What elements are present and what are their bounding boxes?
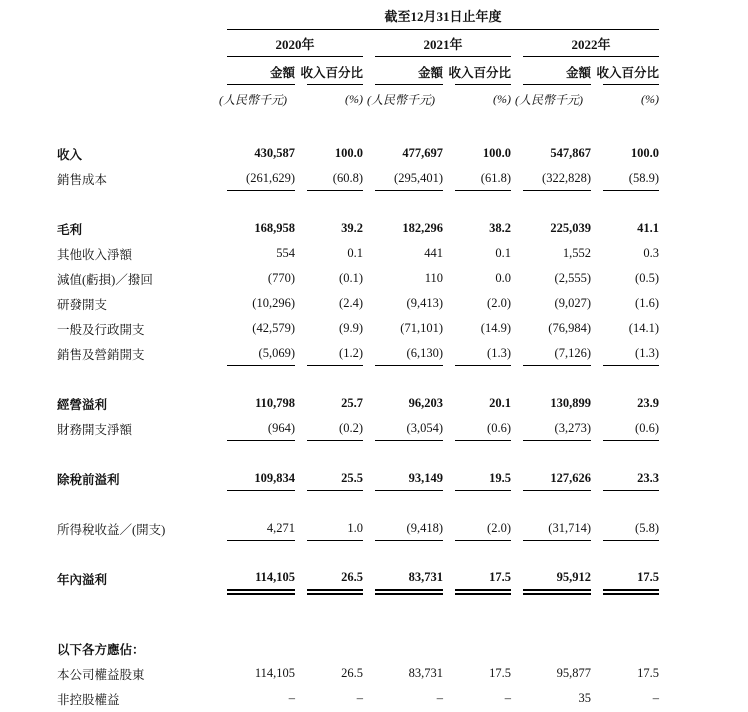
row-label: 一般及行政開支 [57,322,145,337]
unit-amount-2021: (人民幣千元) [367,92,435,107]
table-row [40,216,748,241]
year-header-row [40,30,748,57]
cell-pct: (5.8) [603,516,659,541]
col-header-amount-2020: 金額 [227,57,295,85]
col-header-pct-2020: 收入百分比 [307,57,363,85]
cell-pct: 100.0 [482,146,511,160]
cell-pct: 1.0 [307,516,363,541]
cell-pct: (14.9) [480,321,511,335]
cell-pct: (0.1) [339,271,363,285]
col-header-pct-2022: 收入百分比 [603,57,659,85]
unit-amount-2020: (人民幣千元) [219,92,287,107]
header-spacer [40,30,215,57]
table-row [40,316,748,341]
col-header-amount-2022: 金額 [523,57,591,85]
cell-amount: 110,798 [255,396,295,410]
col-header-pct-2021: 收入百分比 [455,57,511,85]
cell-pct: 100.0 [334,146,363,160]
cell-amount: 182,296 [402,221,443,235]
header-spacer [40,85,215,113]
table-row [40,466,748,491]
cell-amount: 477,697 [402,146,443,160]
row-label: 銷售及營銷開支 [57,347,145,362]
cell-pct: (61.8) [455,166,511,191]
cell-pct: – [356,691,363,705]
cell-amount: 225,039 [550,221,591,235]
cell-pct: 0.1 [495,246,511,260]
cell-pct: (9.9) [339,321,363,335]
table-row [40,636,748,661]
cell-amount: 554 [276,246,295,260]
cell-amount: 114,105 [227,566,295,591]
cell-amount [523,636,591,661]
cell-pct: 25.7 [341,396,363,410]
year-header-2022: 2022年 [523,30,659,57]
cell-amount: 4,271 [227,516,295,541]
unit-pct-2020: (%) [345,91,363,106]
table-row [40,661,748,686]
unit-pct-2022: (%) [641,91,659,106]
cell-amount: (31,714) [523,516,591,541]
table-row [40,291,748,316]
cell-amount: (9,413) [406,296,443,310]
unit-amount-2022: (人民幣千元) [515,92,583,107]
cell-pct: (0.6) [603,416,659,441]
row-label: 財務開支淨額 [57,422,133,437]
cell-pct: (0.5) [635,271,659,285]
year-header-2021: 2021年 [375,30,511,57]
row-label: 所得稅收益／(開支) [57,522,166,537]
cell-amount: (42,579) [252,321,295,335]
cell-amount: 430,587 [254,146,295,160]
cell-amount: – [288,691,295,705]
cell-amount: (3,054) [375,416,443,441]
cell-amount: (770) [267,271,295,285]
cell-pct: 23.3 [603,466,659,491]
cell-pct: 100.0 [630,146,659,160]
col-header-amount-2021: 金額 [375,57,443,85]
cell-amount: 95,877 [556,666,591,680]
table-row [40,686,748,711]
cell-pct: (1.2) [307,341,363,366]
row-label: 以下各方應佔： [57,642,145,657]
header-spacer [40,6,215,30]
table-row [40,391,748,416]
row-label: 其他收入淨額 [57,247,133,262]
cell-amount [227,636,295,661]
cell-pct: 25.5 [307,466,363,491]
cell-pct: 0.3 [643,246,659,260]
row-label: 毛利 [57,222,83,237]
cell-amount: (6,130) [375,341,443,366]
year-header-2020: 2020年 [227,30,363,57]
row-label: 經營溢利 [57,397,108,412]
cell-pct: 20.1 [489,396,511,410]
cell-pct: (2.0) [455,516,511,541]
period-header: 截至12月31日止年度 [227,6,659,30]
cell-pct: 23.9 [637,396,659,410]
cell-amount: (964) [227,416,295,441]
header-spacer [40,57,215,85]
cell-pct: 19.5 [455,466,511,491]
table-row [40,516,748,541]
cell-amount: (295,401) [375,166,443,191]
cell-pct: (14.1) [628,321,659,335]
cell-pct: 39.2 [341,221,363,235]
cell-amount: (9,418) [375,516,443,541]
row-label: 非控股權益 [57,692,120,707]
row-label: 收入 [57,147,83,162]
cell-pct: (0.6) [455,416,511,441]
cell-pct: 38.2 [489,221,511,235]
cell-pct: 26.5 [341,666,363,680]
cell-pct: (1.6) [635,296,659,310]
cell-amount: (7,126) [523,341,591,366]
cell-pct: – [504,691,511,705]
cell-amount: (5,069) [227,341,295,366]
table-row [40,566,748,591]
cell-amount: (10,296) [252,296,295,310]
row-label: 銷售成本 [57,172,108,187]
cell-amount: (2,555) [554,271,591,285]
table-row [40,266,748,291]
cell-amount: (9,027) [554,296,591,310]
table-row [40,141,748,166]
cell-amount: (261,629) [227,166,295,191]
cell-pct: 0.1 [347,246,363,260]
cell-amount: 35 [578,691,591,705]
cell-amount: 441 [424,246,443,260]
cell-pct: (2.0) [487,296,511,310]
cell-pct: – [652,691,659,705]
table-row [40,341,748,366]
row-label: 年內溢利 [57,572,108,587]
table-row [40,416,748,441]
cell-amount: 110 [424,271,443,285]
cell-pct [455,636,511,661]
cell-pct: (60.8) [307,166,363,191]
cell-amount: (322,828) [523,166,591,191]
table-body [40,141,748,711]
table-row [40,241,748,266]
cell-pct: 17.5 [603,566,659,591]
cell-amount: (76,984) [548,321,591,335]
cell-pct [603,636,659,661]
cell-pct: 17.5 [455,566,511,591]
cell-pct: (0.2) [307,416,363,441]
cell-amount: 1,552 [562,246,591,260]
row-label: 減值(虧損)／撥回 [57,272,153,287]
cell-amount [375,636,443,661]
cell-pct: 26.5 [307,566,363,591]
unit-pct-2021: (%) [493,91,511,106]
table-row [40,166,748,191]
cell-pct: (1.3) [603,341,659,366]
cell-amount: 114,105 [254,666,295,680]
cell-pct: (2.4) [339,296,363,310]
cell-amount: 130,899 [550,396,591,410]
cell-pct [307,636,363,661]
cell-amount: 96,203 [408,396,443,410]
cell-pct: 17.5 [637,666,659,680]
cell-amount: 547,867 [550,146,591,160]
cell-amount: 93,149 [375,466,443,491]
cell-pct: (58.9) [603,166,659,191]
cell-pct: (1.3) [455,341,511,366]
cell-amount: 109,834 [227,466,295,491]
cell-amount: 83,731 [408,666,443,680]
row-label: 本公司權益股東 [57,667,145,682]
cell-pct: 0.0 [495,271,511,285]
column-header-row [40,57,748,85]
period-header-row [40,6,748,30]
cell-amount: 95,912 [523,566,591,591]
cell-amount: 127,626 [523,466,591,491]
unit-row [40,85,748,113]
cell-pct: 41.1 [637,221,659,235]
cell-amount: 83,731 [375,566,443,591]
cell-amount: (71,101) [400,321,443,335]
row-label: 研發開支 [57,297,108,312]
cell-amount: 168,958 [254,221,295,235]
cell-pct: 17.5 [489,666,511,680]
cell-amount: (3,273) [523,416,591,441]
cell-amount: – [436,691,443,705]
row-label: 除稅前溢利 [57,472,120,487]
